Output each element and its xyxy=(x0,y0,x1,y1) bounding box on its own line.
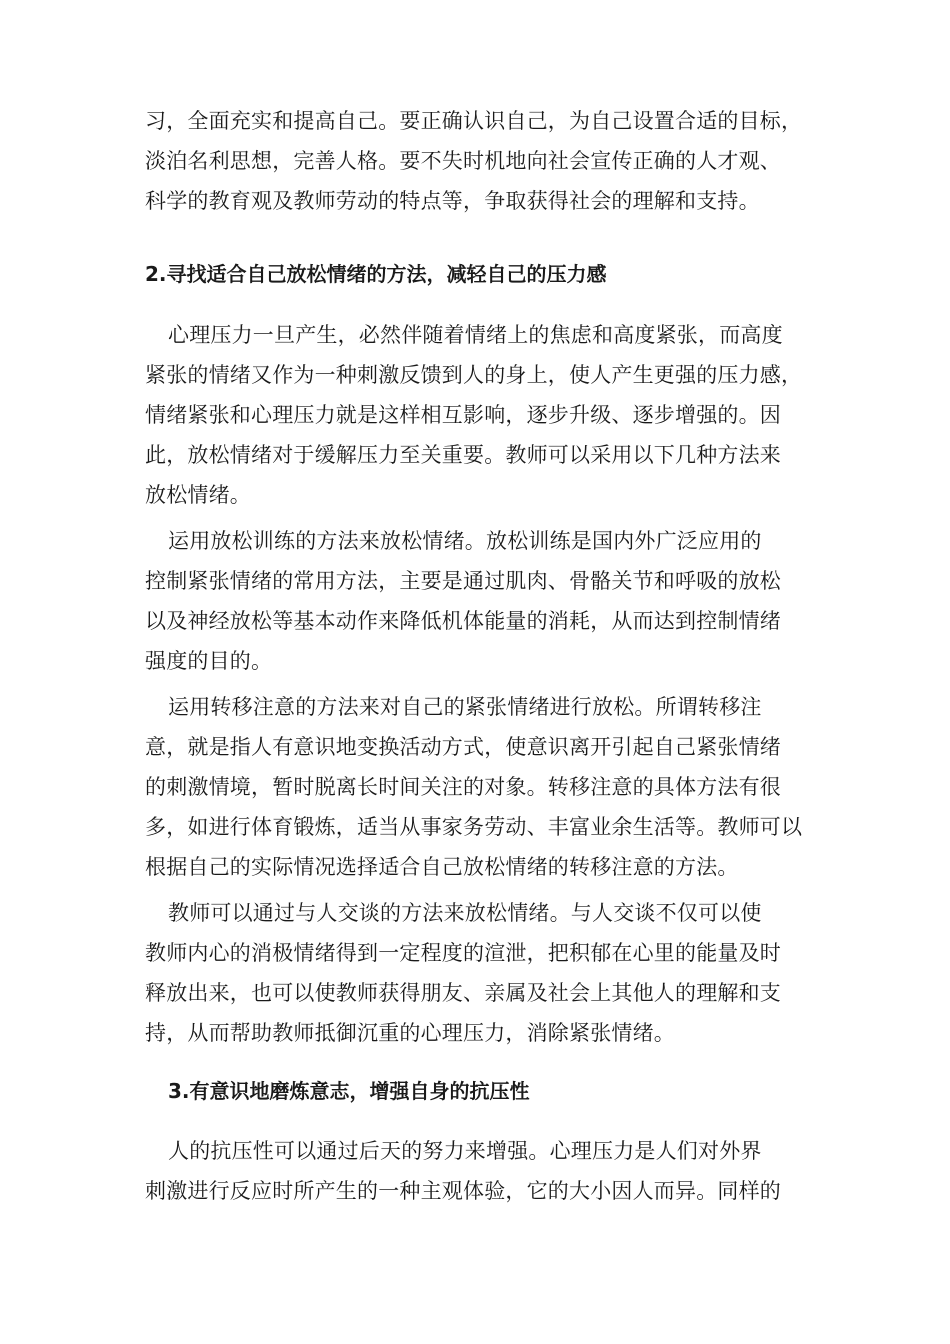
text-line: 运用放松训练的方法来放松情绪。放松训练是国内外广泛应用的 xyxy=(168,529,762,553)
text-line: 持，从而帮助教师抵御沉重的心理压力，消除紧张情绪。 xyxy=(145,1021,675,1045)
text-line: 意，就是指人有意识地变换活动方式，使意识离开引起自己紧张情绪 xyxy=(145,735,781,759)
text-line: 心理压力一旦产生，必然伴随着情绪上的焦虑和高度紧张，而高度 xyxy=(168,323,783,347)
text-line: 此，放松情绪对于缓解压力至关重要。教师可以采用以下几种方法来 xyxy=(145,443,781,467)
text-line: 教师内心的消极情绪得到一定程度的渲泄，把积郁在心里的能量及时 xyxy=(145,941,781,965)
text-line: 紧张的情绪又作为一种刺激反馈到人的身上，使人产生更强的压力感， xyxy=(145,363,803,387)
text-line: 多，如进行体育锻炼，适当从事家务劳动、丰富业余生活等。教师可以 xyxy=(145,815,803,839)
text-line: 控制紧张情绪的常用方法，主要是通过肌肉、骨骼关节和呼吸的放松 xyxy=(145,569,781,593)
text-line: 放松情绪。 xyxy=(145,483,251,507)
text-line: 科学的教育观及教师劳动的特点等，争取获得社会的理解和支持。 xyxy=(145,189,760,213)
text-line: 以及神经放松等基本动作来降低机体能量的消耗，从而达到控制情绪 xyxy=(145,609,781,633)
text-line: 淡泊名利思想，完善人格。要不失时机地向社会宣传正确的人才观、 xyxy=(145,149,781,173)
text-line: 释放出来，也可以使教师获得朋友、亲属及社会上其他人的理解和支 xyxy=(145,981,781,1005)
section-heading-2: 2.寻找适合自己放松情绪的方法，减轻自己的压力感 xyxy=(145,262,607,286)
text-line: 人的抗压性可以通过后天的努力来增强。心理压力是人们对外界 xyxy=(168,1139,762,1163)
text-line: 运用转移注意的方法来对自己的紧张情绪进行放松。所谓转移注 xyxy=(168,695,762,719)
text-line: 教师可以通过与人交谈的方法来放松情绪。与人交谈不仅可以使 xyxy=(168,901,762,925)
text-line: 刺激进行反应时所产生的一种主观体验，它的大小因人而异。同样的 xyxy=(145,1179,781,1203)
text-line: 的刺激情境，暂时脱离长时间关注的对象。转移注意的具体方法有很 xyxy=(145,775,781,799)
section-heading-3: 3.有意识地磨炼意志，增强自身的抗压性 xyxy=(168,1079,530,1103)
text-line: 根据自己的实际情况选择适合自己放松情绪的转移注意的方法。 xyxy=(145,855,739,879)
text-line: 强度的目的。 xyxy=(145,649,273,673)
text-line: 习，全面充实和提高自己。要正确认识自己，为自己设置合适的目标， xyxy=(145,109,803,133)
text-line: 情绪紧张和心理压力就是这样相互影响，逐步升级、逐步增强的。因 xyxy=(145,403,781,427)
